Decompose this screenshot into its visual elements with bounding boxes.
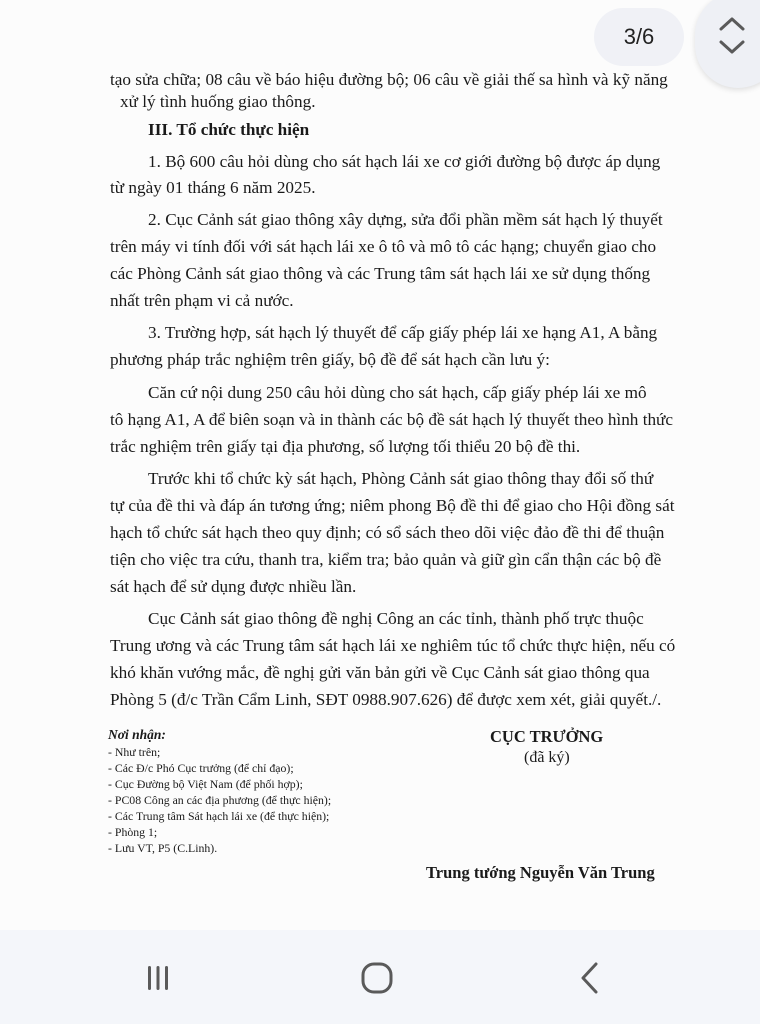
text-line: trên máy vi tính đối với sát hạch lái xe ô tô và mô tô các hạng; chuyển giao cho	[110, 237, 657, 256]
text-line: 3. Trường hợp, sát hạch lý thuyết để cấp giấy phép lái xe hạng A1, A bằng	[148, 323, 658, 342]
recipient-item: - Lưu VT, P5 (C.Linh).	[108, 841, 218, 855]
recipient-item: - PC08 Công an các địa phương (để thực hiện);	[108, 793, 332, 807]
system-navigation-bar	[0, 930, 760, 1024]
recipient-item: - Cục Đường bộ Việt Nam (để phối hợp);	[108, 777, 303, 791]
text-line: trắc nghiệm trên giấy tại địa phương, số lượng tối thiểu 20 bộ đề thi.	[110, 437, 581, 456]
text-line: Cục Cảnh sát giao thông đề nghị Công an các tỉnh, thành phố trực thuộc	[148, 609, 644, 628]
recipient-item: - Như trên;	[108, 745, 161, 759]
text-line: tự của đề thi và đáp án tương ứng; niêm phong Bộ đề thi để giao cho Hội đồng sát	[110, 496, 675, 515]
signature-signed: (đã ký)	[524, 749, 570, 766]
recipient-item: - Phòng 1;	[108, 825, 158, 839]
text-line: sát hạch để sử dụng được nhiều lần.	[110, 577, 357, 596]
text-line: tiện cho việc tra cứu, thanh tra, kiểm tra; bảo quản và giữ gìn cẩn thận các bộ đề	[110, 550, 662, 569]
text-line: từ ngày 01 tháng 6 năm 2025.	[110, 178, 316, 197]
text-line: tô hạng A1, A để biên soạn và in thành các bộ đề sát hạch lý thuyết theo hình thức	[110, 410, 674, 429]
text-line: tạo sửa chữa; 08 câu về báo hiệu đường bộ; 06 câu về giải thế sa hình và kỹ năng	[110, 70, 668, 89]
text-line: 2. Cục Cảnh sát giao thông xây dựng, sửa đổi phần mềm sát hạch lý thuyết	[148, 210, 663, 229]
text-line: Phòng 5 (đ/c Trần Cẩm Linh, SĐT 0988.907.626) để được xem xét, giải quyết./.	[110, 690, 662, 709]
text-line: khó khăn vướng mắc, đề nghị gửi văn bản gửi về Cục Cảnh sát giao thông qua	[110, 663, 650, 682]
signature-title: CỤC TRƯỞNG	[490, 727, 604, 746]
recipients-title: Nơi nhận:	[108, 727, 166, 742]
text-line: nhất trên phạm vi cả nước.	[110, 291, 294, 310]
page-indicator-label: 3/6	[623, 24, 655, 49]
text-line: phương pháp trắc nghiệm trên giấy, bộ đề để sát hạch cần lưu ý:	[110, 350, 550, 369]
text-line: Căn cứ nội dung 250 câu hỏi dùng cho sát hạch, cấp giấy phép lái xe mô	[148, 383, 647, 402]
recents-icon[interactable]	[138, 958, 178, 998]
chevron-down-icon[interactable]	[717, 39, 747, 55]
text-line: hạch tổ chức sát hạch theo quy định; có sổ sách theo dõi việc đảo đề thi để thuận	[110, 523, 665, 542]
section-heading: III. Tổ chức thực hiện	[148, 120, 310, 139]
text-line: 1. Bộ 600 câu hỏi dùng cho sát hạch lái xe cơ giới đường bộ được áp dụng	[148, 152, 661, 171]
text-line: các Phòng Cảnh sát giao thông và các Trung tâm sát hạch lái xe sử dụng thống	[110, 264, 651, 283]
page-indicator	[594, 8, 684, 66]
recipient-item: - Các Đ/c Phó Cục trưởng (để chỉ đạo);	[108, 761, 294, 775]
back-icon[interactable]	[570, 958, 610, 998]
signature-name: Trung tướng Nguyễn Văn Trung	[426, 863, 655, 882]
text-line: xử lý tình huống giao thông.	[120, 92, 316, 111]
text-line: Trước khi tổ chức kỳ sát hạch, Phòng Cảnh sát giao thông thay đổi số thứ	[148, 469, 654, 488]
home-icon[interactable]	[357, 958, 397, 998]
text-line: Trung ương và các Trung tâm sát hạch lái xe nghiêm túc tổ chức thực hiện, nếu có	[110, 636, 676, 655]
chevron-up-icon[interactable]	[717, 16, 747, 32]
recipient-item: - Các Trung tâm Sát hạch lái xe (để thực hiện);	[108, 809, 330, 823]
